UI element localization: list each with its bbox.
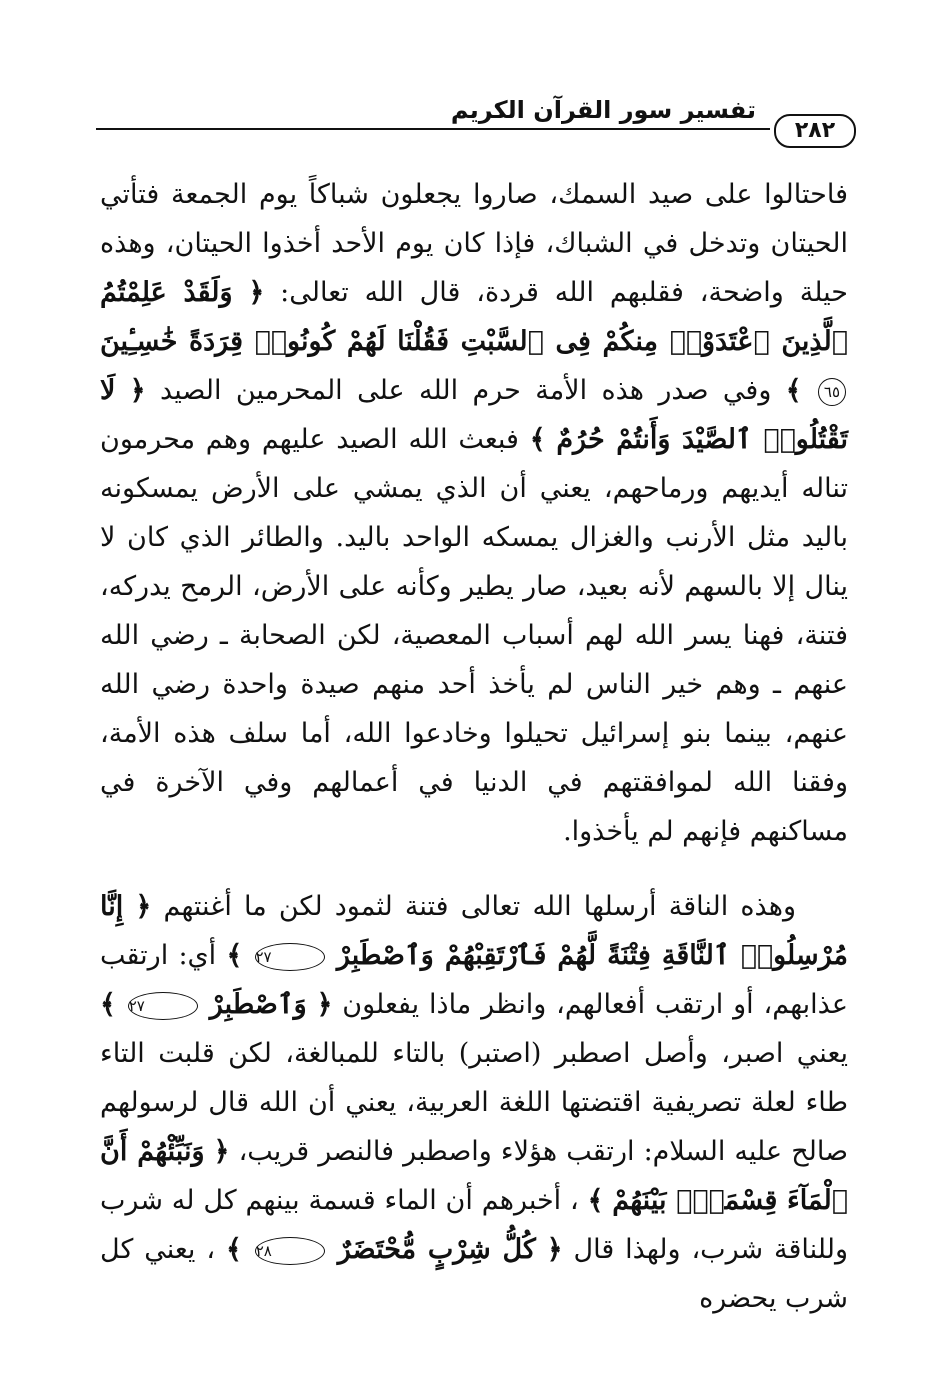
ayah-number: ٢٧ xyxy=(255,943,325,971)
verse-open-bracket: ﴿ xyxy=(129,375,146,406)
verse-close-bracket: ﴾ xyxy=(587,1185,604,1216)
page-number: ٢٨٢ xyxy=(774,114,856,148)
text-run: وهذه الناقة أرسلها الله تعالى فتنة لثمود لكن ما أغنتهم xyxy=(163,891,797,922)
text-run: فاحتالوا على صيد السمك، صاروا يجعلون شباكاً يوم الجمعة فتأتي الحيتان وتدخل في الشباك، فإذا كان يوم الأحد أخذوا الحيتان، وهذه حيلة واضحة، فقلبهم الله قردة، قال الله تعالى: xyxy=(100,179,848,308)
quran-verse: وَنَبِّئْهُمْ أَنَّ ٱلْمَآءَ قِسْمَةٌۢ بَيْنَهُمْ xyxy=(100,1136,848,1216)
verse-close-bracket: ﴾ xyxy=(529,424,546,455)
quran-verse: وَلَقَدْ عَلِمْتُمُ ٱلَّذِينَ ٱعْتَدَوْا۟ مِنكُمْ فِى ٱلسَّبْتِ فَقُلْنَا لَهُمْ كُونُوا۟ قِرَدَةً خَٰسِـِٔينَ xyxy=(100,277,848,357)
text-run: وفي صدر هذه الأمة حرم الله على المحرمين الصيد xyxy=(160,375,772,406)
verse-open-bracket: ﴿ xyxy=(213,1136,230,1167)
verse-open-bracket: ﴿ xyxy=(248,277,265,308)
quran-verse: لَا تَقْتُلُوا۟ ٱلصَّيْدَ وَأَنتُمْ حُرُمٌ xyxy=(100,375,848,455)
verse-open-bracket: ﴿ xyxy=(135,891,152,922)
ayah-number: ٦٥ xyxy=(818,378,846,406)
ayah-number: ٢٧ xyxy=(128,992,198,1020)
verse-close-bracket: ﴾ xyxy=(100,989,116,1020)
verse-open-bracket: ﴿ xyxy=(316,989,333,1020)
page-header xyxy=(96,96,856,148)
header-rule xyxy=(96,128,770,130)
paragraph-1 xyxy=(100,170,848,856)
text-run: ، أخبرهم أن الماء قسمة بينهم كل له شرب وللناقة شرب، ولهذا قال xyxy=(100,1185,848,1265)
text-run: أي: ارتقب عذابهم، أو ارتقب أفعالهم، وانظر ماذا يفعلون xyxy=(100,940,848,1020)
ayah-number: ٢٨ xyxy=(255,1237,325,1265)
quran-verse: إِنَّا مُرْسِلُوا۟ ٱلنَّاقَةِ فِتْنَةً لَّهُمْ فَٱرْتَقِبْهُمْ وَٱصْطَبِرْ xyxy=(100,891,848,971)
running-title: تفسير سور القرآن الكريم xyxy=(450,96,756,124)
verse-close-bracket: ﴾ xyxy=(226,940,243,971)
verse-close-bracket: ﴾ xyxy=(785,375,802,406)
verse-close-bracket: ﴾ xyxy=(225,1234,242,1265)
quran-verse: وَٱصْطَبِرْ xyxy=(209,989,307,1020)
text-run: ، يعني كل شرب يحضره xyxy=(100,1234,848,1314)
quran-verse: كُلُّ شِرْبٍ مُّحْتَضَرٌ xyxy=(337,1234,536,1265)
paragraph-2 xyxy=(100,882,848,1323)
text-run: يعني اصبر، وأصل اصطبر (اصتبر) بالتاء للمبالغة، لكن قلبت التاء طاء لعلة تصريفية اقتضتها اللغة العربية، يعني أن الله قال لرسولهم صالح عليه السلام: ارتقب هؤلاء واصطبر فالنصر قريب، xyxy=(100,1038,848,1167)
page-body xyxy=(100,170,848,1323)
verse-open-bracket: ﴿ xyxy=(546,1234,563,1265)
text-run: فبعث الله الصيد عليهم وهم محرمون تناله أيديهم ورماحهم، يعني أن الذي يمشي على الأرض يمسكونه باليد مثل الأرنب والغزال يمسكه الواحد باليد. والطائر الذي كان لا ينال إلا بالسهم لأنه بعيد، صار يطير وكأنه على الأرض، الرمح يدركه، فتنة، فهنا يسر الله لهم أسباب المعصية، لكن الصحابة ـ رضي الله عنهم ـ وهم خير الناس لم يأخذ أحد منهم صيدة واحدة رضي الله عنهم، بينما بنو إسرائيل تحيلوا وخادعوا الله، أما سلف هذه الأمة، وفقنا الله لموافقتهم في الدنيا في أعمالهم وفي الآخرة في مساكنهم فإنهم لم يأخذوا. xyxy=(100,424,848,847)
